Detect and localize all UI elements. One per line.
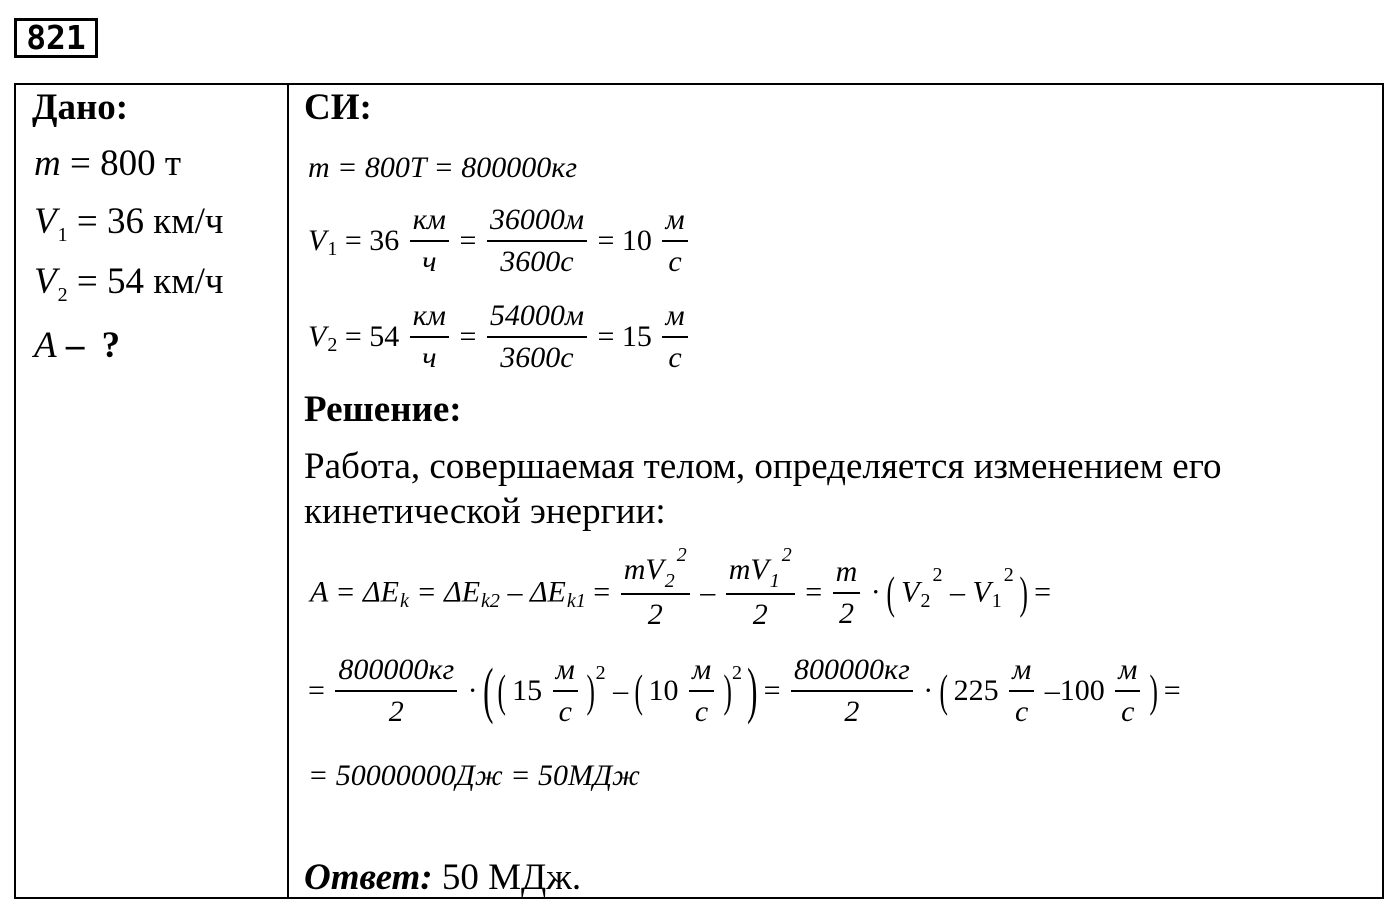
solution-text-line-1: Работа, совершаемая телом, определяется изменением его xyxy=(304,446,1222,487)
answer: Ответ: 50 МДж. xyxy=(304,857,582,898)
substitution-formula: = 800000кг 2 · ( ( 15 м с )$^2$ – ( 10 м с )$^2$ ) = 800000кг 2 · ( 225 м с –100 м с ) = xyxy=(308,650,1181,732)
si-speed-1: $V_1 = 36$ км ч = 36000м 3600с = 10 м с xyxy=(308,200,691,282)
fraction: 36000м 3600с xyxy=(487,200,587,282)
problem-number: 821 xyxy=(14,18,98,58)
fraction: м с xyxy=(1115,650,1140,732)
fraction: 800000кг 2 xyxy=(791,650,913,732)
fraction: $\frac{mV_1^2}{2}$ xyxy=(726,550,795,635)
result-formula: = 50000000Дж = 50МДж xyxy=(308,759,640,793)
fraction: м с xyxy=(662,296,687,378)
given-title: Дано: xyxy=(32,87,129,128)
fraction: м с xyxy=(662,200,687,282)
given-speed-1: $V_1 = 36$ км/ч xyxy=(34,201,224,246)
work-formula: $A = \Delta E_k = \Delta E_{k2} - \Delta E_{k1}$ = $\frac{mV_2^2}{2}$ – $\frac{mV_1^2}{2}$ = $\frac{m}{2}$ · ( $V_2^2 - V_1^2$ ) = xyxy=(310,550,1051,635)
column-divider xyxy=(287,83,289,899)
fraction: 54000м 3600с xyxy=(487,296,587,378)
fraction: м с xyxy=(553,650,578,732)
given-mass: m = 800 т xyxy=(34,143,182,184)
si-speed-2: $V_2 = 54$ км ч = 54000м 3600с = 15 м с xyxy=(308,296,691,378)
fraction: 800000кг 2 xyxy=(335,650,457,732)
given-find: A – ? xyxy=(34,325,121,366)
solution-title: Решение: xyxy=(304,389,462,430)
fraction: м с xyxy=(689,650,714,732)
fraction: $\frac{m}{2}$ xyxy=(833,552,861,634)
fraction: км ч xyxy=(410,296,449,378)
solution-text-line-2: кинетической энергии: xyxy=(304,491,666,532)
given-speed-2: $V_2 = 54$ км/ч xyxy=(34,261,224,306)
fraction: $\frac{mV_2^2}{2}$ xyxy=(621,550,690,635)
fraction: м с xyxy=(1009,650,1034,732)
si-mass-line: m = 800T = 800000кг xyxy=(308,151,578,185)
si-title: СИ: xyxy=(304,87,372,128)
fraction: км ч xyxy=(410,200,449,282)
